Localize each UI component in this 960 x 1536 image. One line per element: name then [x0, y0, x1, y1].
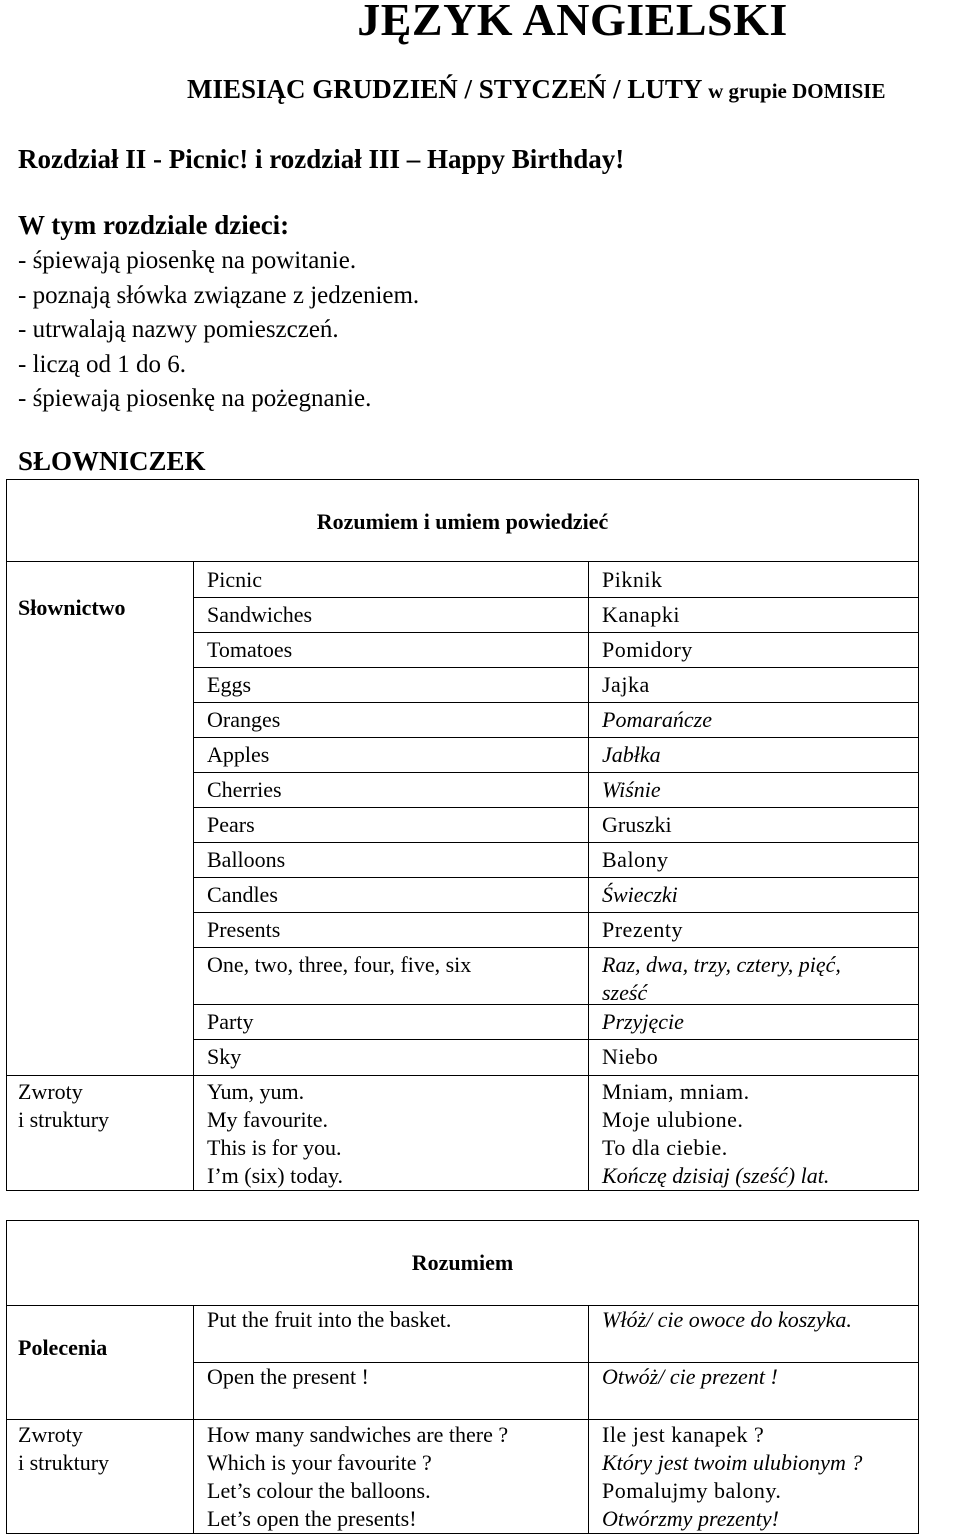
phrase-pl: Który jest twoim ulubionym ?	[602, 1450, 863, 1475]
command-pl: Otwóż/ cie prezent !	[602, 1364, 778, 1389]
page-title: JĘZYK ANGIELSKI	[357, 0, 788, 45]
vocab-pl: Prezenty	[602, 917, 683, 942]
table-border	[6, 1190, 919, 1191]
table-header: Rozumiem	[411, 1250, 514, 1275]
phrase-pl: Otwórzmy prezenty!	[602, 1506, 779, 1531]
table-border	[588, 1305, 589, 1534]
vocab-en: Sandwiches	[207, 602, 313, 627]
phrase-pl: Kończę dzisiaj (sześć) lat.	[602, 1163, 830, 1188]
table-border	[6, 561, 919, 562]
vocab-pl: Jajka	[602, 672, 650, 697]
vocab-en: Eggs	[207, 672, 251, 697]
vocab-pl: Niebo	[602, 1044, 659, 1069]
table-header: Rozumiem i umiem powiedzieć	[316, 509, 609, 534]
vocab-en: Apples	[207, 742, 270, 767]
phrase-pl: Mniam, mniam.	[602, 1079, 750, 1104]
command-en: Open the present !	[207, 1364, 369, 1389]
phrase-en: Let’s colour the balloons.	[207, 1478, 431, 1503]
table-border	[6, 479, 7, 1191]
chapter-heading: Rozdział II - Picnic! i rozdział III – Happy Birthday!	[18, 144, 625, 174]
vocab-pl: Gruszki	[602, 812, 672, 837]
row-divider	[193, 702, 919, 703]
phrases-label: i struktury	[18, 1450, 110, 1475]
row-divider	[193, 632, 919, 633]
list-item: - liczą od 1 do 6.	[18, 350, 187, 378]
phrase-en: I’m (six) today.	[207, 1163, 344, 1188]
list-item: - utrwalają nazwy pomieszczeń.	[18, 316, 339, 343]
table-border	[918, 479, 919, 1191]
phrases-label: i struktury	[18, 1107, 110, 1132]
phrases-label: Zwroty	[18, 1079, 83, 1104]
vocab-en: Cherries	[207, 777, 282, 802]
row-divider	[193, 597, 919, 598]
vocab-pl: Pomidory	[602, 637, 693, 662]
section-divider	[6, 1075, 919, 1076]
subtitle-group: w grupie DOMISIE	[708, 79, 886, 103]
table-border	[588, 561, 589, 1191]
phrase-en: Yum, yum.	[207, 1079, 305, 1104]
command-en: Put the fruit into the basket.	[207, 1307, 452, 1332]
phrase-en: How many sandwiches are there ?	[207, 1422, 509, 1447]
vocab-en: Pears	[207, 812, 255, 837]
phrase-en: Which is your favourite ?	[207, 1450, 432, 1475]
vocab-pl: Balony	[602, 847, 669, 872]
vocab-en: Oranges	[207, 707, 281, 732]
dictionary-heading: SŁOWNICZEK	[18, 446, 206, 476]
table-border	[193, 1305, 194, 1534]
row-divider	[193, 842, 919, 843]
vocab-pl: Piknik	[602, 567, 663, 592]
vocab-en: Balloons	[207, 847, 286, 872]
vocab-en: One, two, three, four, five, six	[207, 952, 472, 977]
subtitle-months: MIESIĄC GRUDZIEŃ / STYCZEŃ / LUTY	[187, 74, 702, 104]
row-divider	[193, 947, 919, 948]
vocab-pl: Raz, dwa, trzy, cztery, pięć,	[602, 952, 841, 977]
vocab-en: Sky	[207, 1044, 242, 1069]
row-divider	[193, 772, 919, 773]
vocab-en: Picnic	[207, 567, 262, 592]
page-subtitle	[187, 74, 885, 105]
vocab-pl: Jabłka	[602, 742, 661, 767]
row-divider	[193, 912, 919, 913]
phrase-pl: Moje ulubione.	[602, 1107, 744, 1132]
commands-label: Polecenia	[18, 1335, 108, 1360]
phrase-pl: To dla ciebie.	[602, 1135, 728, 1160]
vocab-pl: sześć	[602, 980, 648, 1005]
list-item: - śpiewają piosenkę na pożegnanie.	[18, 385, 372, 412]
phrase-pl: Ile jest kanapek ?	[602, 1422, 765, 1447]
vocabulary-label: Słownictwo	[18, 595, 126, 620]
table-border	[6, 1220, 919, 1221]
row-divider	[193, 1004, 919, 1005]
phrase-en: My favourite.	[207, 1107, 328, 1132]
phrase-en: This is for you.	[207, 1135, 342, 1160]
list-item: - śpiewają piosenkę na powitanie.	[18, 247, 357, 274]
list-item: - poznają słówka związane z jedzeniem.	[18, 281, 420, 309]
phrases-label: Zwroty	[18, 1422, 83, 1447]
intro-heading: W tym rozdziale dzieci:	[18, 210, 290, 240]
phrase-en: Let’s open the presents!	[207, 1506, 417, 1531]
vocab-pl: Świeczki	[602, 882, 678, 907]
phrase-pl: Pomalujmy balony.	[602, 1478, 782, 1503]
row-divider	[193, 737, 919, 738]
vocab-pl: Kanapki	[602, 602, 681, 627]
vocab-pl: Wiśnie	[602, 777, 661, 802]
table-border	[6, 479, 919, 480]
vocab-pl: Przyjęcie	[602, 1009, 684, 1034]
row-divider	[193, 1039, 919, 1040]
vocab-en: Tomatoes	[207, 637, 293, 662]
vocab-en: Candles	[207, 882, 278, 907]
row-divider	[193, 667, 919, 668]
table-border	[6, 1419, 919, 1420]
table-border	[6, 1533, 919, 1534]
row-divider	[193, 877, 919, 878]
table-border	[193, 561, 194, 1191]
row-divider	[193, 807, 919, 808]
vocab-en: Party	[207, 1009, 254, 1034]
intro-list	[18, 244, 419, 417]
command-pl: Włóż/ cie owoce do koszyka.	[602, 1307, 852, 1332]
vocab-pl: Pomarańcze	[602, 707, 712, 732]
vocab-en: Presents	[207, 917, 281, 942]
